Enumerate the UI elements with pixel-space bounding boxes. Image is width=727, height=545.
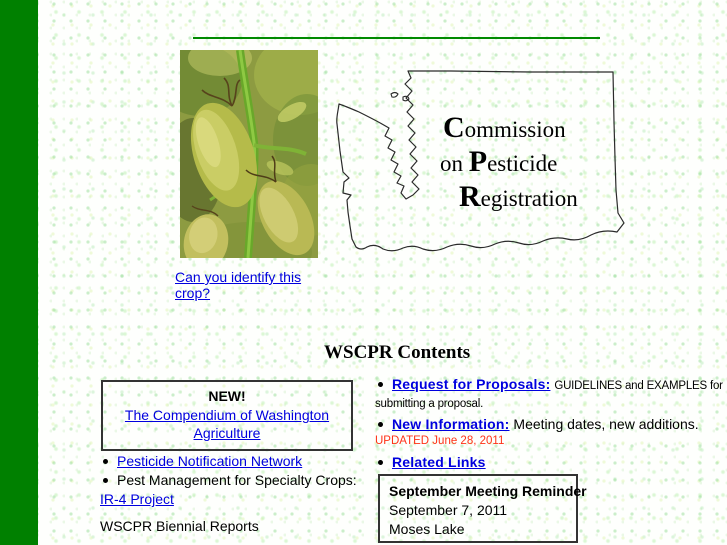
new-box-title: NEW! [208, 388, 246, 404]
list-item [100, 490, 370, 509]
rfp-note-text-2: submitting a proposal. [375, 398, 484, 410]
caption1-rest: ommission [464, 117, 566, 142]
bullet-icon [378, 422, 383, 427]
spacer [100, 509, 370, 517]
caption1-initial: C [443, 111, 465, 144]
left-green-bar [0, 0, 38, 545]
meeting-location: Moses Lake [389, 521, 465, 537]
top-divider-rule [193, 37, 600, 39]
crop-question-row [175, 269, 335, 301]
new-information-link[interactable]: New Information: [392, 416, 510, 432]
compendium-link-wrap [107, 406, 347, 442]
crop-photo [180, 50, 318, 258]
caption2-rest: esticide [487, 151, 558, 176]
meeting-title: September Meeting Reminder [389, 483, 587, 499]
biennial-reports-text: WSCPR Biennial Reports [100, 518, 259, 534]
caption3-initial: R [459, 180, 481, 213]
ir4-project-link[interactable]: IR-4 Project [100, 491, 174, 507]
map-caption-line1 [443, 111, 566, 145]
list-item [100, 471, 370, 490]
identify-crop-link[interactable]: Can you identify this crop? [175, 269, 302, 301]
list-item [375, 415, 727, 433]
new-announcement-box [101, 380, 353, 451]
caption3-rest: egistration [480, 186, 578, 211]
pest-management-text: Pest Management for Specialty Crops: [117, 472, 357, 488]
list-item [375, 453, 727, 471]
related-links-link[interactable]: Related Links [392, 454, 486, 470]
caption2-pre: on [440, 151, 469, 176]
list-item [375, 375, 727, 395]
compendium-link[interactable]: The Compendium of Washington Agriculture [124, 407, 330, 441]
right-contents-list [375, 375, 727, 471]
caption2-initial: P [468, 145, 488, 178]
rfp-note-text: GUIDELINES and EXAMPLES for [554, 380, 723, 392]
bullet-icon [103, 459, 108, 464]
map-caption-line3 [459, 180, 578, 214]
map-caption-line2 [440, 145, 557, 179]
bullet-icon [103, 478, 108, 483]
page-title: WSCPR Contents [324, 342, 471, 363]
meeting-date: September 7, 2011 [389, 502, 508, 518]
new-information-text: Meeting dates, new additions. [513, 416, 699, 432]
left-contents-list [100, 452, 370, 536]
crop-photo-illustration [180, 50, 318, 258]
request-for-proposals-link[interactable]: Request for Proposals: [392, 376, 551, 392]
pesticide-notification-network-link[interactable]: Pesticide Notification Network [117, 453, 303, 469]
meeting-reminder-box [378, 474, 587, 543]
bullet-icon [378, 382, 383, 387]
list-item [100, 452, 370, 471]
bullet-icon [378, 460, 383, 465]
updated-date-text: UPDATED June 28, 2011 [375, 435, 505, 447]
